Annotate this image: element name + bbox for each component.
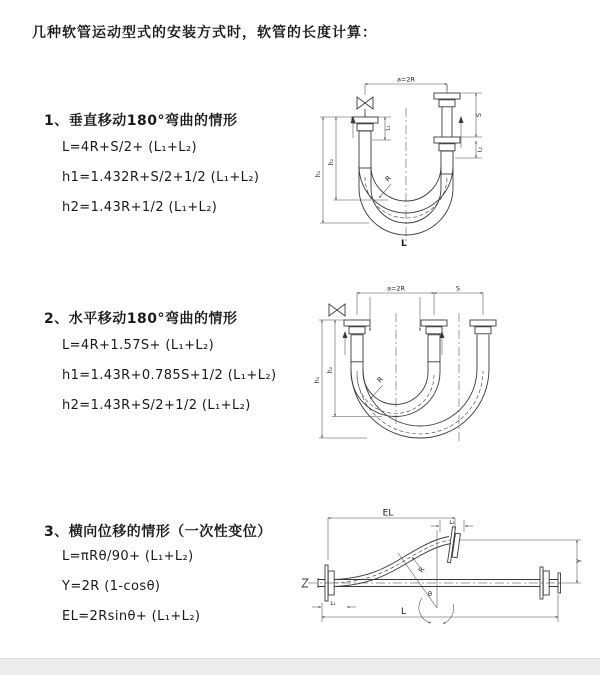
braided-hose-right (441, 151, 453, 174)
label-l2: L₂ (449, 520, 455, 526)
label-theta: θ (428, 590, 432, 598)
braided-hose-middle (428, 335, 440, 362)
valve-icon (329, 304, 345, 316)
bend-angle-construction (398, 530, 454, 624)
label-h1: h₁ (314, 376, 321, 384)
dim-l1 (372, 117, 392, 140)
dim-a2r (365, 76, 447, 96)
label-s: S (475, 112, 483, 118)
dim-y (460, 540, 584, 583)
middle-pipe-end (421, 320, 447, 362)
label-l1: L₁ (330, 601, 336, 607)
label-a2r: a=2R (396, 75, 416, 84)
label-a2r: a=2R (386, 285, 406, 293)
dim-el (328, 509, 455, 561)
section3-heading: 3、横向位移的情形（一次性变位） (44, 524, 272, 540)
label-y: Y (575, 558, 584, 564)
label-l1: L₁ (385, 125, 392, 131)
left-pipe-end (344, 320, 370, 362)
left-pipe-end (352, 117, 378, 168)
label-h2: h₂ (327, 366, 334, 374)
right-pipe-end (434, 84, 460, 174)
hose-position-a (351, 362, 440, 417)
diagram-vertical-180-bend (312, 70, 590, 255)
label-h2: h₂ (328, 158, 335, 166)
valve-icon (357, 97, 373, 117)
section1-formula-h2: h2=1.43R+1/2 (L₁+L₂) (62, 200, 218, 215)
hose-s-curve (334, 537, 451, 587)
braided-hose-left (359, 131, 371, 168)
radius-callout (412, 557, 427, 574)
hose-position-b (351, 347, 489, 438)
diagram-lateral-displacement (300, 505, 598, 650)
radius-callout (370, 375, 385, 399)
dim-l1 (312, 601, 356, 607)
section1-formula-L: L=4R+S/2+ (L₁+L₂) (62, 140, 198, 155)
section3-formula-Y: Y=2R (1-cosθ) (62, 579, 161, 594)
section1-heading: 1、垂直移动180°弯曲的情形 (44, 113, 238, 129)
displaced-end-flange (448, 527, 462, 564)
label-l-bottom: L (401, 239, 407, 249)
right-pipe-end (470, 320, 496, 347)
dim-h1-h2 (314, 320, 382, 438)
section3-formula-L: L=πRθ/90+ (L₁+L₂) (62, 549, 194, 564)
label-h1: h₁ (315, 170, 322, 178)
page-title: 几种软管运动型式的安装方式时，软管的长度计算： (32, 25, 377, 41)
section2-formula-h1: h1=1.43R+0.785S+1/2 (L₁+L₂) (62, 368, 277, 383)
dim-s-l2 (455, 93, 484, 158)
label-r: R (417, 565, 427, 575)
page-edge-strip (0, 658, 600, 675)
label-l: L (401, 607, 407, 617)
label-r: R (375, 375, 385, 385)
section3-formula-EL: EL=2Rsinθ+ (L₁+L₂) (62, 609, 201, 624)
label-l2: L₂ (477, 146, 484, 153)
braided-hose-left (351, 335, 363, 362)
section2-formula-L: L=4R+1.57S+ (L₁+L₂) (62, 338, 215, 353)
label-r: R (383, 174, 393, 184)
diagram-horizontal-180-bend (312, 285, 597, 470)
label-el: EL (382, 508, 394, 519)
section1-formula-h1: h1=1.432R+S/2+1/2 (L₁+L₂) (62, 170, 260, 185)
label-s: S (455, 285, 461, 293)
centerline-break-mark (302, 579, 308, 587)
dim-l (322, 595, 558, 622)
section2-formula-h2: h2=1.43R+S/2+1/2 (L₁+L₂) (62, 398, 251, 413)
section2-heading: 2、水平移动180°弯曲的情形 (44, 311, 238, 327)
